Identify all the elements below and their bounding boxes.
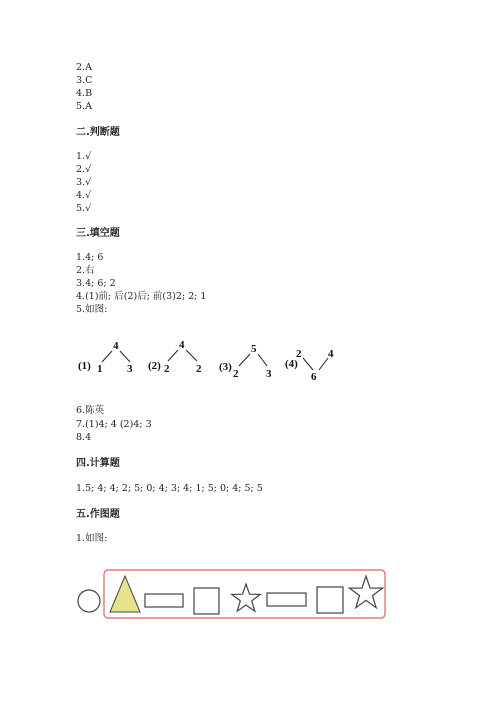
answer-line: 1.√ (76, 151, 92, 162)
figure-label: (2) (148, 360, 161, 372)
answer-line: 1.如图: (76, 533, 108, 544)
figure-right-number: 4 (328, 348, 334, 360)
rectangle-shape (267, 593, 306, 606)
answer-line: 5.A (76, 101, 92, 112)
answer-line: 4.B (76, 88, 93, 99)
answer-line: 6.陈英 (76, 405, 105, 416)
answer-line: 1.4; 6 (76, 252, 104, 263)
figure-label: (1) (78, 360, 91, 372)
figure-top-number: 5 (251, 343, 257, 355)
answer-line: 3.√ (76, 177, 92, 188)
circle-shape (78, 590, 100, 612)
figure-right-number: 3 (266, 368, 272, 380)
answer-line: 2.A (76, 62, 92, 73)
rectangle-shape (145, 594, 183, 607)
triangle-shape (110, 576, 140, 612)
figure-left-number: 1 (97, 363, 103, 375)
figure-left-number: 2 (233, 368, 239, 380)
answer-line: 2.√ (76, 164, 92, 175)
figure-top-number: 6 (311, 371, 317, 383)
figure-label: (4) (285, 358, 298, 370)
answer-line: 4.(1)前; 后(2)后; 前(3)2; 2; 1 (76, 291, 207, 302)
figure-label: (3) (219, 361, 232, 373)
answer-line: 3.4; 6; 2 (76, 278, 116, 289)
star-shape (349, 576, 382, 608)
figure-left-number: 2 (164, 363, 170, 375)
figure-right-number: 3 (127, 363, 133, 375)
section-heading: 四.计算题 (76, 458, 120, 469)
figure-left-number: 2 (296, 348, 302, 360)
answer-line: 5.√ (76, 203, 92, 214)
section-heading: 三.填空题 (76, 228, 120, 239)
figure-top-number: 4 (179, 339, 185, 351)
figure-right-number: 2 (196, 363, 202, 375)
section-heading: 五.作图题 (76, 509, 120, 520)
square-shape (317, 587, 343, 613)
star-shape (232, 584, 261, 611)
section-heading: 二.判断题 (76, 127, 120, 138)
answer-line: 3.C (76, 75, 93, 86)
answer-line: 8.4 (76, 432, 92, 443)
figure-top-number: 4 (113, 340, 119, 352)
answer-line: 4.√ (76, 190, 92, 201)
answer-line: 2.右 (76, 265, 95, 276)
answer-line: 7.(1)4; 4 (2)4; 3 (76, 419, 152, 430)
square-shape (194, 588, 219, 614)
answer-line: 5.如图: (76, 304, 108, 315)
answer-line: 1.5; 4; 4; 2; 5; 0; 4; 3; 4; 1; 5; 0; 4; 5; 5 (76, 483, 263, 494)
